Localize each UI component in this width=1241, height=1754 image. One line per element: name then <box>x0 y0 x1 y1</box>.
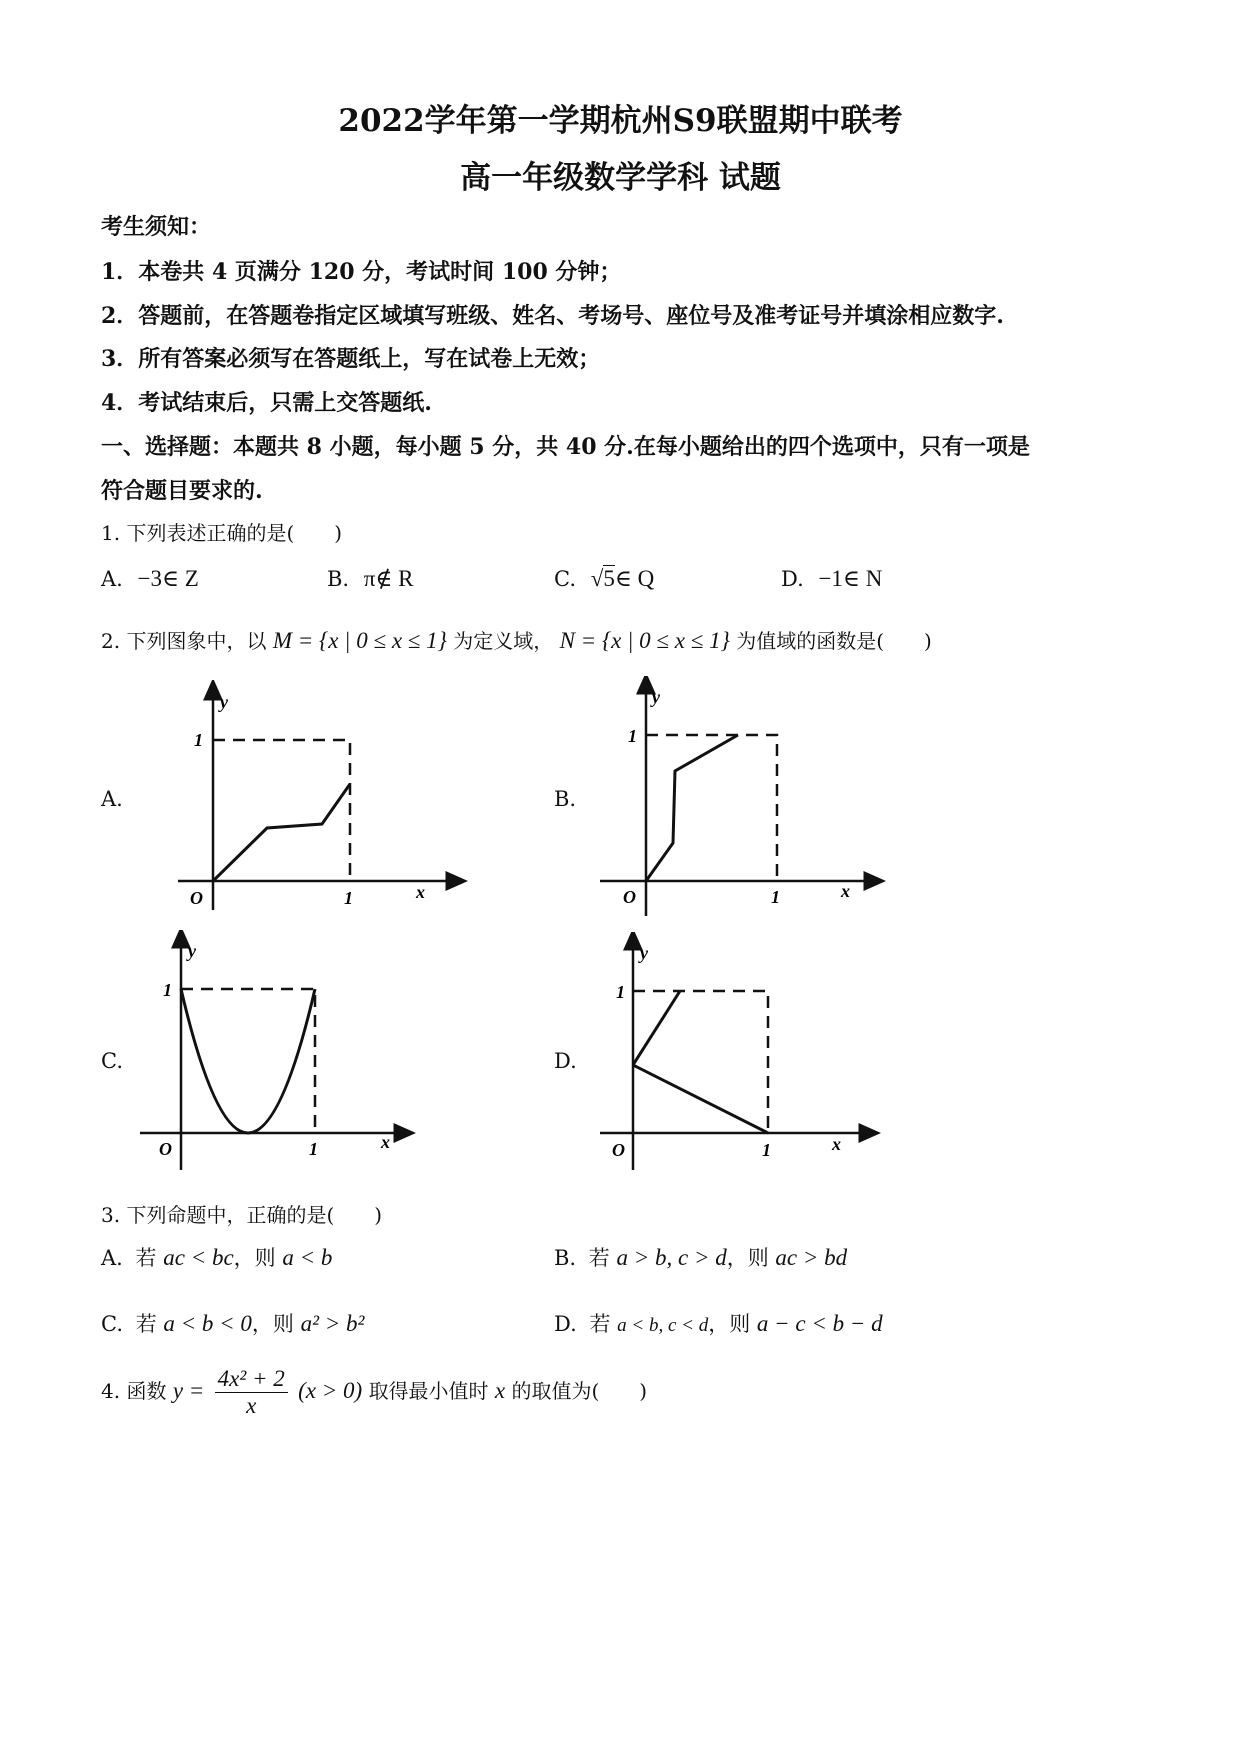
fraction-numerator: 4x² + 2 <box>215 1366 288 1393</box>
y-label: y <box>640 943 648 963</box>
question-4-stem <box>101 1366 647 1419</box>
option-text: ，则 <box>251 1312 294 1336</box>
option-conclusion: a < b <box>282 1245 333 1270</box>
stem-text: 为值域的函数是( ) <box>736 629 932 653</box>
graph-b <box>596 676 886 921</box>
tick-x-1: 1 <box>762 1140 771 1160</box>
function-branch-lower <box>633 1065 768 1133</box>
graph-c <box>136 930 416 1175</box>
option-text: ，则 <box>708 1312 751 1336</box>
option-text: 若 <box>135 1246 157 1270</box>
option-label: D. <box>554 1312 577 1336</box>
option-label: B. <box>554 1246 577 1270</box>
q3-option-b <box>554 1242 847 1272</box>
q2-option-b-label: B. <box>554 787 577 811</box>
fraction <box>215 1366 288 1419</box>
option-condition: a > b, c > d <box>616 1245 727 1270</box>
q2-option-a-label: A. <box>101 787 123 811</box>
range-set: N = {x | 0 ≤ x ≤ 1} <box>559 628 730 653</box>
tick-y-1: 1 <box>616 982 625 1002</box>
option-conclusion: a² > b² <box>300 1311 365 1336</box>
tick-y-1: 1 <box>628 726 637 746</box>
graph-a <box>170 680 470 920</box>
notice-heading: 考生须知： <box>101 214 212 240</box>
tick-x-1: 1 <box>344 888 353 908</box>
option-condition: ac < bc <box>163 1245 234 1270</box>
function-curve <box>181 989 315 1133</box>
exam-subtitle: 高一年级数学学科 试题 <box>460 160 781 196</box>
function-curve <box>646 735 738 881</box>
bound-box-dashed <box>633 991 768 1133</box>
option-text: ，则 <box>726 1246 769 1270</box>
exam-title: 2022学年第一学期杭州S9联盟期中联考 <box>338 103 903 139</box>
function-branch-upper <box>633 991 680 1065</box>
sqrt-symbol: √ <box>590 566 604 591</box>
tick-y-1: 1 <box>194 730 203 750</box>
q1-option-d <box>781 566 882 592</box>
stem-text: 2. 下列图象中，以 <box>101 629 267 653</box>
origin-label: O <box>623 887 636 907</box>
x-label: x <box>381 1132 390 1152</box>
notice-item-3: 3．所有答案必须写在答题纸上，写在试卷上无效； <box>101 346 601 372</box>
q3-option-c <box>101 1308 364 1338</box>
function-domain: (x > 0) <box>298 1378 363 1403</box>
fraction-denominator: x <box>246 1393 257 1418</box>
q1-option-b <box>327 566 414 592</box>
option-label: C. <box>101 1312 123 1336</box>
origin-label: O <box>612 1140 625 1160</box>
function-lhs: y = <box>172 1378 205 1403</box>
option-text: 若 <box>589 1312 611 1336</box>
y-label: y <box>188 941 196 961</box>
tick-x-1: 1 <box>309 1139 318 1159</box>
option-expr: ∈ Q <box>614 566 655 591</box>
q1-option-c <box>554 566 654 592</box>
q1-option-a <box>101 566 199 592</box>
option-conclusion: ac > bd <box>775 1245 848 1270</box>
x-label: x <box>841 881 850 901</box>
variable: x <box>494 1378 506 1403</box>
option-label: D. <box>781 567 804 591</box>
option-text: 若 <box>588 1246 610 1270</box>
q2-option-d-label: D. <box>554 1049 577 1073</box>
q2-option-c-label: C. <box>101 1049 123 1073</box>
tick-x-1: 1 <box>771 887 780 907</box>
option-label: A. <box>101 567 123 591</box>
x-label: x <box>416 882 425 902</box>
x-label: x <box>832 1134 841 1154</box>
notice-item-2: 2．答题前，在答题卷指定区域填写班级、姓名、考场号、座位号及准考证号并填涂相应数字. <box>101 303 1004 329</box>
option-text: 若 <box>135 1312 157 1336</box>
question-1-stem: 1. 下列表述正确的是( ) <box>101 521 343 545</box>
origin-label: O <box>159 1139 172 1159</box>
section-heading-cont: 符合题目要求的. <box>101 478 263 504</box>
q3-option-d <box>554 1308 883 1338</box>
sqrt-expr <box>591 566 655 591</box>
question-3-stem: 3. 下列命题中，正确的是( ) <box>101 1203 383 1227</box>
option-expr: −3∈ Z <box>137 566 199 591</box>
radicand: 5 <box>603 566 615 591</box>
stem-text: 的取值为( ) <box>511 1379 648 1403</box>
option-expr: π∉ R <box>363 566 414 591</box>
y-label: y <box>652 687 660 707</box>
origin-label: O <box>190 888 203 908</box>
option-label: B. <box>327 567 350 591</box>
option-label: C. <box>554 567 576 591</box>
option-condition: a < b, c < d <box>617 1315 709 1336</box>
stem-text: 为定义域， <box>453 629 554 653</box>
section-heading: 一、选择题：本题共 8 小题，每小题 5 分，共 40 分.在每小题给出的四个选项中，只有一项是 <box>101 434 1030 460</box>
option-label: A. <box>101 1246 123 1270</box>
y-label: y <box>220 692 228 712</box>
stem-text: 取得最小值时 <box>368 1379 489 1403</box>
notice-item-4: 4．考试结束后，只需上交答题纸. <box>101 390 432 416</box>
tick-y-1: 1 <box>163 980 172 1000</box>
domain-set: M = {x | 0 ≤ x ≤ 1} <box>272 628 447 653</box>
question-2-stem <box>101 625 932 654</box>
q3-option-a <box>101 1242 332 1272</box>
function-curve <box>213 784 350 881</box>
notice-item-1: 1．本卷共 4 页满分 120 分，考试时间 100 分钟； <box>101 259 622 285</box>
option-condition: a < b < 0 <box>163 1311 252 1336</box>
option-text: ，则 <box>233 1246 276 1270</box>
graph-d <box>596 932 881 1177</box>
option-conclusion: a − c < b − d <box>756 1311 883 1336</box>
bound-box-dashed <box>646 735 777 881</box>
option-expr: −1∈ N <box>818 566 883 591</box>
stem-text: 4. 函数 <box>101 1379 167 1403</box>
